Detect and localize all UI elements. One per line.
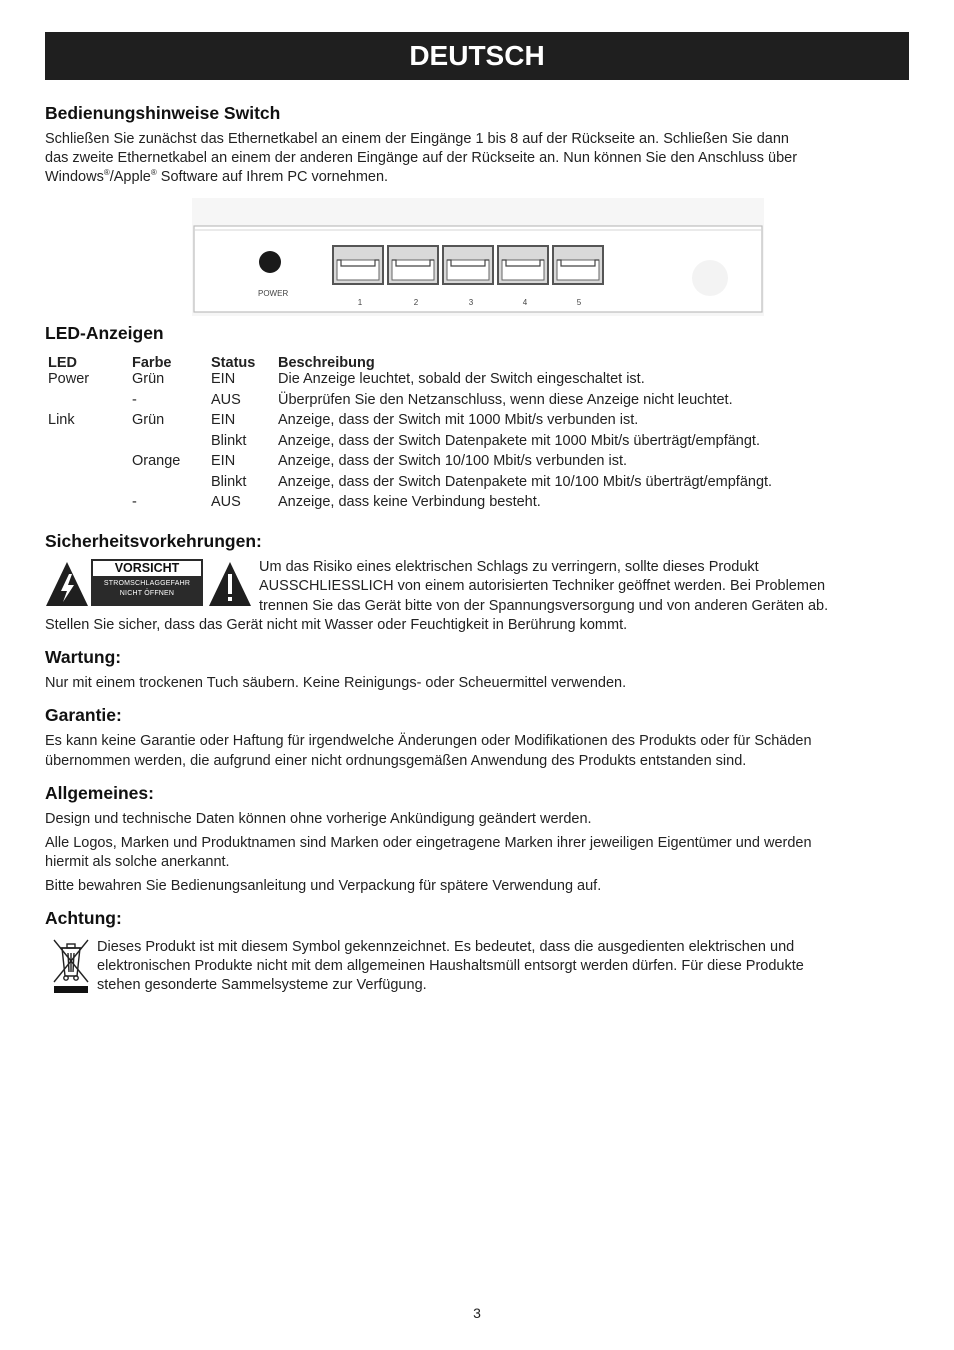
safety-text-line4: Stellen Sie sicher, dass das Gerät nicht mit Wasser oder Feuchtigkeit in Berührung kommt. [45, 617, 628, 633]
rj45-ports [333, 246, 603, 284]
general-text-para2-line1: Alle Logos, Marken und Produktnamen sind Marken oder eingetragene Marken ihrer jeweiligen Eigentümer und werden [45, 835, 812, 851]
table-cell: AUS [211, 391, 241, 408]
table-cell: Anzeige, dass der Switch Datenpakete mit 10/100 Mbit/s überträgt/empfängt. [278, 473, 773, 490]
attention-text-line2: elektronischen Produkte nicht mit dem allgemeinen Haushaltsmüll entsorgt werden dürfen. Für diese Produkte [97, 958, 804, 974]
page-banner: DEUTSCH [45, 32, 909, 80]
switch-instructions-line1: Schließen Sie zunächst das Ethernetkabel an einem der Eingänge 1 bis 8 auf der Rückseite an. Schließen Sie dann [45, 131, 789, 147]
column-header: Status [211, 355, 256, 371]
safety-text-line3: trennen Sie das Gerät bitte von der Spannungsversorgung und von anderen Geräten ab. [259, 598, 829, 614]
maintenance-text: Nur mit einem trockenen Tuch säubern. Keine Reinigungs- oder Scheuermittel verwenden. [45, 675, 627, 691]
warranty-text-line1: Es kann keine Garantie oder Haftung für irgendwelche Änderungen oder Modifikationen des Produkts oder für Schäden [45, 733, 812, 749]
column-header: Beschreibung [278, 355, 375, 371]
table-cell: Anzeige, dass der Switch mit 1000 Mbit/s verbunden ist. [278, 412, 639, 428]
table-cell: AUS [211, 494, 241, 510]
power-led-icon [259, 251, 281, 273]
table-cell: Die Anzeige leuchtet, sobald der Switch eingeschaltet ist. [278, 371, 645, 387]
table-cell [45, 392, 132, 413]
table-cell: - [132, 391, 137, 408]
section-heading-attention: Achtung: [45, 908, 122, 928]
port-label: 5 [576, 298, 582, 307]
table-row [45, 371, 772, 392]
port-label: 3 [468, 298, 474, 307]
table-cell [132, 433, 211, 454]
section-heading-switch: Bedienungshinweise Switch [45, 103, 281, 123]
switch-device-illustration [192, 198, 764, 316]
led-table [45, 350, 772, 515]
attention-text-line3: stehen gesonderte Sammelsysteme zur Verfügung. [97, 977, 427, 993]
table-cell: Grün [132, 412, 165, 428]
table-cell: EIN [211, 453, 236, 469]
table-cell [45, 433, 132, 454]
section-heading-safety: Sicherheitsvorkehrungen: [45, 531, 262, 551]
caution-label-line2: NICHT ÖFFNEN [119, 590, 175, 597]
table-cell: EIN [211, 371, 236, 387]
table-cell: Link [48, 412, 75, 428]
port-label: 2 [413, 298, 419, 307]
page-number: 3 [473, 1305, 481, 1321]
safety-text-line1: Um das Risiko eines elektrischen Schlags zu verringern, sollte dieses Produkt [259, 559, 759, 575]
table-row [45, 412, 772, 433]
table-cell: Anzeige, dass keine Verbindung besteht. [278, 494, 541, 510]
table-cell: Anzeige, dass der Switch 10/100 Mbit/s verbunden ist. [278, 453, 627, 469]
port-label: 4 [522, 298, 528, 307]
caution-label-title: VORSICHT [93, 561, 201, 576]
table-row [45, 433, 772, 454]
electric-shock-warning-icon [45, 560, 89, 608]
table-cell: - [132, 494, 137, 510]
table-cell: Power [48, 371, 90, 387]
section-heading-maintenance: Wartung: [45, 647, 122, 667]
table-cell: EIN [211, 412, 236, 428]
table-row [45, 494, 772, 515]
section-heading-warranty: Garantie: [45, 705, 122, 725]
table-row [45, 453, 772, 474]
table-cell: Blinkt [211, 432, 247, 449]
table-cell [45, 474, 132, 495]
safety-text-line2: AUSSCHLIESSLICH von einem autorisierten Techniker geöffnet werden. Bei Problemen [259, 578, 826, 594]
attention-text-line1: Dieses Produkt ist mit diesem Symbol gekennzeichnet. Es bedeutet, dass die ausgedienten elektrischen und [97, 939, 795, 955]
section-heading-general: Allgemeines: [45, 783, 154, 803]
table-row [45, 392, 772, 413]
table-cell: Überprüfen Sie den Netzanschluss, wenn diese Anzeige nicht leuchtet. [278, 391, 733, 408]
column-header: Farbe [132, 355, 172, 371]
switch-instructions-line3: Windows®/Apple® Software auf Ihrem PC vornehmen. [45, 168, 389, 185]
caution-label-line1: STROMSCHLAGGEFAHR [103, 580, 191, 587]
port-label: 1 [357, 298, 363, 307]
table-cell [45, 453, 132, 474]
general-text-para3: Bitte bewahren Sie Bedienungsanleitung und Verpackung für spätere Verwendung auf. [45, 878, 602, 894]
column-header: LED [48, 355, 77, 371]
table-cell: Grün [132, 371, 165, 387]
table-cell: Anzeige, dass der Switch Datenpakete mit 1000 Mbit/s überträgt/empfängt. [278, 432, 760, 449]
general-text-para2-line2: hiermit als solche anerkannt. [45, 854, 230, 870]
table-header-row [45, 350, 772, 371]
warranty-text-line2: übernommen werden, die aufgrund einer nicht ordnungsgemäßen Anwendung des Produkts entstanden sind. [45, 753, 747, 769]
weee-crossed-bin-icon [52, 938, 90, 994]
switch-instructions-line2: das zweite Ethernetkabel an einem der anderen Eingänge auf der Rückseite an. Nun können Sie den Anschluss über [45, 150, 798, 166]
exclamation-warning-icon [208, 560, 252, 608]
power-label: POWER [258, 289, 289, 298]
table-row [45, 474, 772, 495]
table-cell: Blinkt [211, 473, 247, 490]
general-text-para1: Design und technische Daten können ohne vorherige Ankündigung geändert werden. [45, 811, 592, 827]
section-heading-led: LED-Anzeigen [45, 323, 164, 343]
table-cell [45, 494, 132, 515]
table-cell [132, 474, 211, 495]
caution-label [91, 559, 203, 606]
table-cell: Orange [132, 453, 181, 469]
